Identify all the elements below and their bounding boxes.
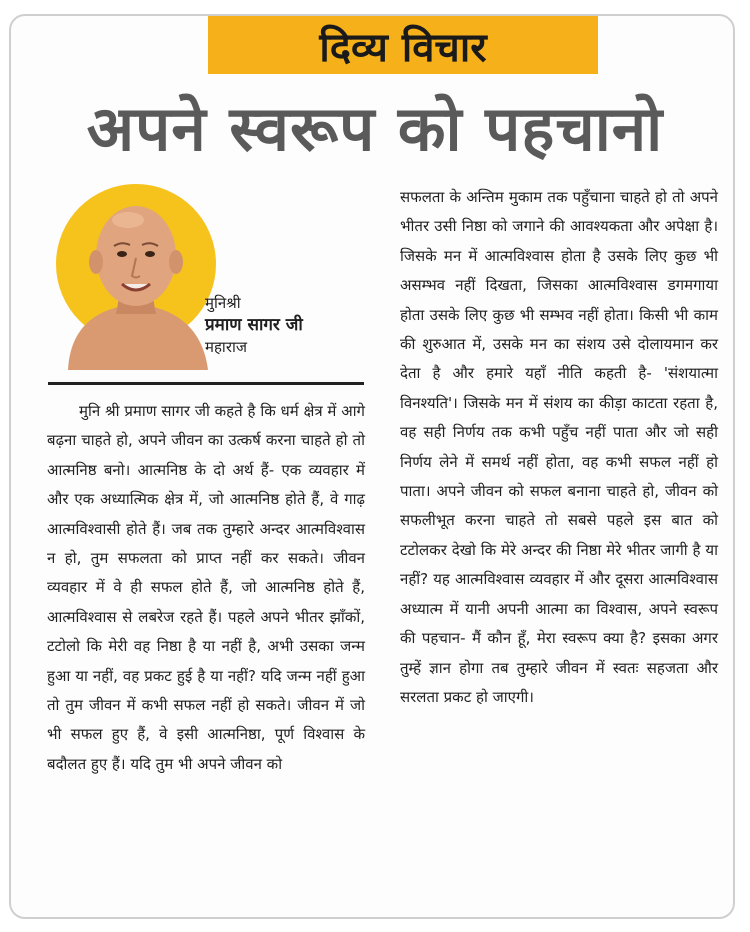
byline-divider [48, 382, 364, 385]
article-headline: अपने स्वरूप को पहचानो [86, 92, 664, 165]
section-banner [208, 16, 598, 74]
author-name: प्रमाण सागर जी [205, 315, 303, 335]
author-byline [205, 292, 375, 358]
author-suffix: महाराज [205, 338, 247, 356]
article-body-right-column: सफलता के अन्तिम मुकाम तक पहुँचाना चाहते हो तो अपने भीतर उसी निष्ठा को जगाने की आवश्यकता और अपेक्षा है। जिसके मन में आत्मविश्वास होता है उसके लिए कुछ भी असम्भव नहीं दिखता, जिसका आत्मविश्वास डगमगाया होता उसके लिए कुछ भी सम्भव नहीं होता। किसी भी काम की शुरुआत में, उसके मन का संशय उसे दोलायमान कर देता है और हमारे यहाँ नीति कहती है- 'संशयात्मा विनश्यति'। जिसके मन में संशय का कीड़ा काटता रहता है, वह सही निर्णय तक कभी पहुँच नहीं पाता और जो सही निर्णय लेने में समर्थ नहीं होता, वह कभी सफल नहीं हो पाता। अपने जीवन को सफल बनाना चाहते हो, जीवन को सफलीभूत करना चाहते तो सबसे पहले इस बात को टटोलकर देखो कि मेरे अन्दर की निष्ठा मेरे भीतर जागी है या नहीं? यह आत्मविश्वास व्यवहार में और दूसरा आत्मविश्वास अध्यात्म में यानी अपनी आत्मा का विश्वास, अपने स्वरूप की पहचान- मैं कौन हूँ, मेरा स्वरूप क्या है? इसका अगर तुम्हें ज्ञान होगा तब तुम्हारे जीवन में स्वतः सहजता और सरलता प्रकट हो जाएगी। [400, 188, 718, 706]
section-banner-text: दिव्य विचार [319, 24, 487, 71]
author-portrait-image [48, 180, 223, 370]
article-body-left-column: मुनि श्री प्रमाण सागर जी कहते है कि धर्म क्षेत्र में आगे बढ़ना चाहते हो, अपने जीवन का उत्कर्ष करना चाहते हो तो आत्मनिष्ठ बनो। आत्मनिष्ठ के दो अर्थ हैं- एक व्यवहार में और एक अध्यात्मिक क्षेत्र में, जो आत्मनिष्ठ होते हैं, वे गाढ़ आत्मविश्वासी होते हैं। जब तक तुम्हारे अन्दर आत्मविश्वास न हो, तुम सफलता को प्राप्त नहीं कर सकते। जीवन व्यवहार में वे ही सफल होते हैं, जो आत्मनिष्ठ होते हैं, आत्मविश्वास से लबरेज रहते हैं। पहले अपने भीतर झाँकों, टटोलो कि मेरी वह निष्ठा है या नहीं है, अभी उसका जन्म हुआ या नहीं, वह प्रकट हुई है या नहीं? यदि जन्म नहीं हुआ तो तुम जीवन में कभी सफल नहीं हो सकते। जीवन में जो भी सफल हुए हैं, वे इसी आत्मनिष्ठा, पूर्ण विश्वास के बदौलत हुए हैं। यदि तुम भी अपने जीवन को [47, 402, 365, 773]
author-prefix: मुनिश्री [205, 294, 241, 312]
author-photo [48, 180, 223, 370]
